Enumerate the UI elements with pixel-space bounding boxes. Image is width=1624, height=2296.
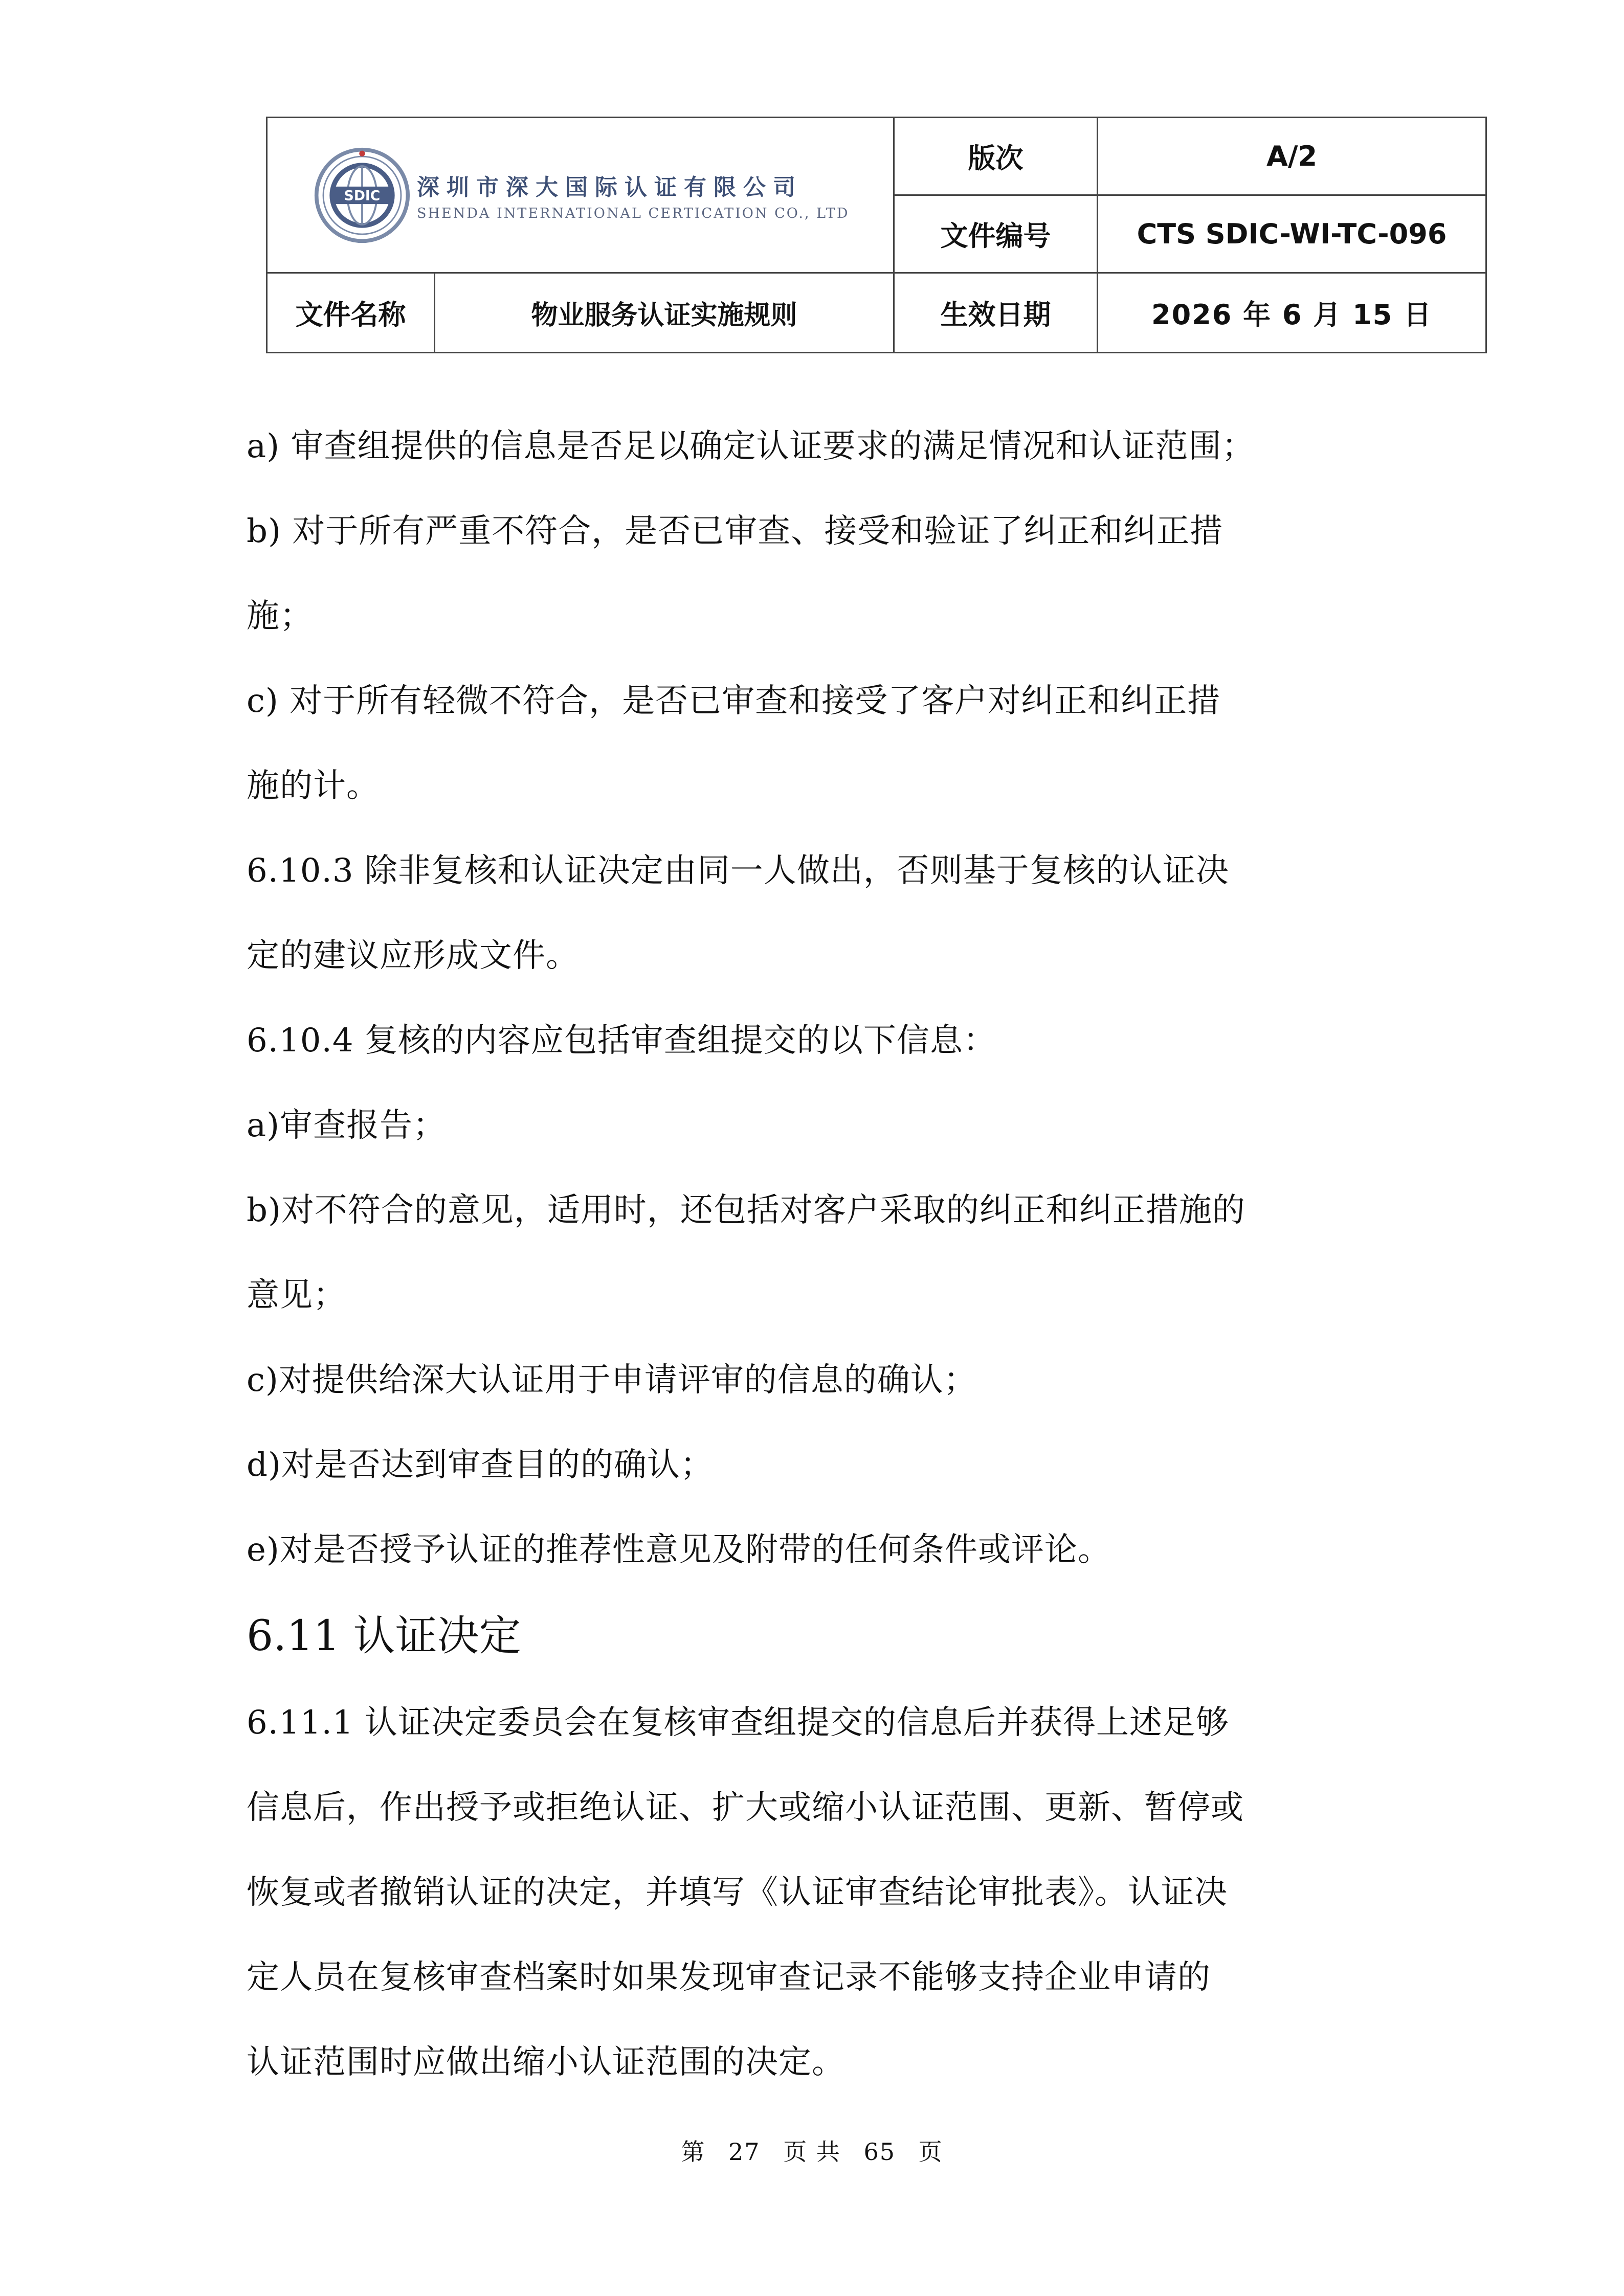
doc-number-label: 文件编号 <box>894 195 1098 273</box>
total-page-count: 65 <box>863 2138 896 2166</box>
company-name-en: SHENDA INTERNATIONAL CERTICATION CO., LTD <box>417 206 850 221</box>
effective-date-value: 2026 年 6 月 15 日 <box>1098 273 1486 353</box>
doc-name-label: 文件名称 <box>267 273 435 353</box>
body-line: b)对不符合的意见，适用时，还包括对客户采取的纠正和纠正措施的 <box>247 1191 1245 1229</box>
company-name-cn: 深圳市深大国际认证有限公司 <box>417 174 803 200</box>
body-line: d)对是否达到审查目的的确认； <box>247 1446 714 1484</box>
footer-middle: 页 共 <box>783 2138 841 2166</box>
current-page-number: 27 <box>728 2138 761 2166</box>
doc-name-value: 物业服务认证实施规则 <box>435 273 894 353</box>
page-footer <box>0 2133 1624 2167</box>
version-value: A/2 <box>1098 118 1486 195</box>
body-line: c)对提供给深大认证用于申请评审的信息的确认； <box>247 1361 977 1399</box>
section-line: 信息后，作出授予或拒绝认证、扩大或缩小认证范围、更新、暂停或 <box>247 1789 1244 1827</box>
section-line: 认证范围时应做出缩小认证范围的决定。 <box>247 2043 845 2081</box>
company-name-block <box>417 169 849 221</box>
body-line: 定的建议应形成文件。 <box>247 937 579 975</box>
body-line: c) 对于所有轻微不符合，是否已审查和接受了客户对纠正和纠正措 <box>247 682 1221 720</box>
body-line: a)审查报告； <box>247 1107 447 1144</box>
body-line: 施的计。 <box>247 767 380 805</box>
body-line: a) 审查组提供的信息是否足以确定认证要求的满足情况和认证范围； <box>247 427 1255 465</box>
body-line: 6.10.3 除非复核和认证决定由同一人做出，否则基于复核的认证决 <box>247 852 1229 890</box>
footer-prefix: 第 <box>681 2138 706 2166</box>
section-line: 6.11.1 认证决定委员会在复核审查组提交的信息后并获得上述足够 <box>247 1704 1229 1742</box>
company-logo-cell <box>267 118 894 273</box>
effective-date-label: 生效日期 <box>894 273 1098 353</box>
body-line: b) 对于所有严重不符合，是否已审查、接受和验证了纠正和纠正措 <box>247 512 1223 550</box>
section-heading: 6.11 认证决定 <box>247 1612 521 1660</box>
body-line: 意见； <box>247 1276 346 1314</box>
body-line: 施； <box>247 597 313 635</box>
body-line: e)对是否授予认证的推荐性意见及附带的任何条件或评论。 <box>247 1531 1111 1569</box>
sdic-emblem-icon <box>314 147 411 244</box>
version-label: 版次 <box>894 118 1098 195</box>
section-line: 定人员在复核审查档案时如果发现审查记录不能够支持企业申请的 <box>247 1959 1211 1996</box>
body-line: 6.10.4 复核的内容应包括审查组提交的以下信息： <box>247 1022 996 1060</box>
footer-suffix: 页 <box>918 2138 943 2166</box>
section-line: 恢复或者撤销认证的决定，并填写《认证审查结论审批表》。认证决 <box>247 1874 1228 1911</box>
doc-number-value: CTS SDIC-WI-TC-096 <box>1098 195 1486 273</box>
document-header-table <box>266 117 1487 353</box>
logo-label: SDIC <box>344 188 381 204</box>
company-logo <box>268 147 893 244</box>
document-body <box>247 404 1392 2105</box>
